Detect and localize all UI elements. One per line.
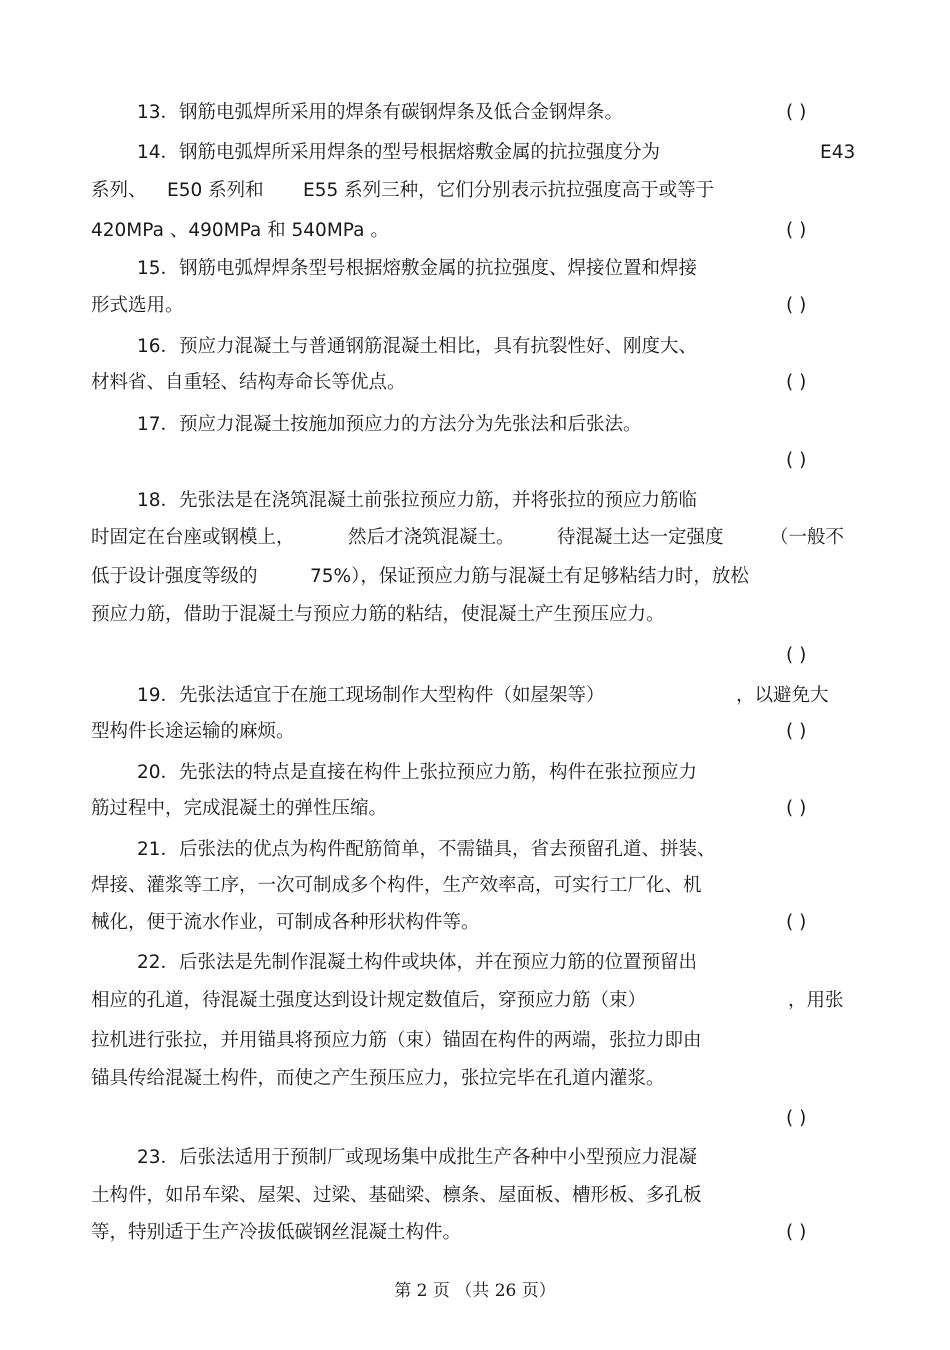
question-23-row-2 (0, 1181, 950, 1211)
question-20-row-2 (0, 794, 950, 824)
question-18-line-3a: 低于设计强度等级的 (91, 566, 258, 587)
question-19-line-2: 型构件长途运输的麻烦。 (91, 721, 295, 742)
question-21-line-3: 械化，便于流水作业，可制成各种形状构件等。 (91, 912, 480, 933)
question-21-row-2 (0, 871, 950, 901)
question-18-line-2d: （一般不 (770, 527, 845, 548)
question-19-line-1b: ，以避免大 (736, 685, 829, 706)
question-23-line-2: 土构件，如吊车梁、屋架、过梁、基础梁、檩条、屋面板、槽形板、多孔板 (91, 1185, 702, 1206)
question-19-row-2 (0, 717, 950, 747)
question-21-line-1: 21．后张法的优点为构件配筋简单，不需锚具，省去预留孔道、拼装、 (137, 839, 716, 860)
question-15-line-2: 形式选用。 (91, 295, 184, 316)
question-18 (0, 486, 950, 516)
question-19-line-1a: 19．先张法适宜于在施工现场制作大型构件（如屋架等） (137, 685, 605, 706)
question-18-row-3 (0, 562, 950, 592)
answer-blank-20[interactable]: ( ) (786, 798, 807, 819)
question-14-line-1-tail: E43 (820, 142, 856, 163)
answer-blank-16[interactable]: ( ) (786, 372, 807, 393)
question-22-line-2b: ，用张 (788, 990, 844, 1011)
question-16-row-2 (0, 368, 950, 398)
question-17 (0, 410, 950, 440)
question-16-line-1: 16．预应力混凝土与普通钢筋混凝土相比，具有抗裂性好、刚度大、 (137, 336, 698, 357)
question-23 (0, 1143, 950, 1173)
answer-blank-21[interactable]: ( ) (786, 912, 807, 933)
question-20-line-1: 20．先张法的特点是直接在构件上张拉预应力筋，构件在张拉预应力 (137, 762, 698, 783)
answer-blank-22[interactable]: ( ) (786, 1108, 807, 1129)
question-22 (0, 948, 950, 978)
question-22-line-4: 锚具传给混凝土构件，而使之产生预压应力，张拉完毕在孔道内灌浆。 (91, 1068, 665, 1089)
question-14-line-1: 14．钢筋电弧焊所采用焊条的型号根据熔敷金属的抗拉强度分为 (137, 142, 661, 163)
question-18-line-1: 18．先张法是在浇筑混凝土前张拉预应力筋，并将张拉的预应力筋临 (137, 490, 698, 511)
question-21-line-2: 焊接、灌浆等工序，一次可制成多个构件，生产效率高，可实行工厂化、机 (91, 875, 702, 896)
question-18-line-2b: 然后才浇筑混凝土。 (348, 527, 515, 548)
question-14-row-3 (0, 216, 950, 246)
question-14-line-2b: E50 系列和 (167, 180, 264, 201)
question-23-line-3: 等，特别适于生产冷拔低碳钢丝混凝土构件。 (91, 1222, 462, 1243)
question-23-row-3 (0, 1218, 950, 1248)
question-18-line-4: 预应力筋，借助于混凝土与预应力筋的粘结，使混凝土产生预压应力。 (91, 604, 665, 625)
question-16 (0, 332, 950, 362)
question-22-line-3: 拉机进行张拉，并用锚具将预应力筋（束）锚固在构件的两端，张拉力即由 (91, 1030, 702, 1051)
question-17-line-1: 17．预应力混凝土按施加预应力的方法分为先张法和后张法。 (137, 414, 642, 435)
answer-blank-13[interactable]: ( ) (786, 102, 807, 123)
answer-blank-14[interactable]: ( ) (786, 220, 807, 241)
question-22-row-4 (0, 1064, 950, 1094)
page-footer: 第 2 页 （共 26 页） (394, 1281, 556, 1301)
answer-blank-17[interactable]: ( ) (786, 450, 807, 471)
question-22-line-2a: 相应的孔道，待混凝土强度达到设计规定数值后，穿预应力筋（束） (91, 990, 647, 1011)
question-22-row-3 (0, 1026, 950, 1056)
question-22-row-2 (0, 986, 950, 1016)
question-14 (0, 138, 950, 168)
question-18-row-4 (0, 600, 950, 630)
answer-blank-23[interactable]: ( ) (786, 1222, 807, 1243)
question-18-row-2 (0, 523, 950, 553)
question-15-row-2 (0, 291, 950, 321)
question-15 (0, 254, 950, 284)
question-16-line-2: 材料省、自重轻、结构寿命长等优点。 (91, 372, 406, 393)
question-14-line-2a: 系列、 (91, 180, 147, 201)
question-18-row-5 (0, 641, 950, 671)
answer-blank-18[interactable]: ( ) (786, 645, 807, 666)
question-18-line-2a: 时固定在台座或钢模上， (91, 527, 295, 548)
question-14-line-2c: E55 系列三种，它们分别表示抗拉强度高于或等于 (303, 180, 715, 201)
question-15-line-1: 15．钢筋电弧焊焊条型号根据熔敷金属的抗拉强度、焊接位置和焊接 (137, 258, 698, 279)
question-20-line-2: 筋过程中，完成混凝土的弹性压缩。 (91, 798, 388, 819)
question-21-row-3 (0, 908, 950, 938)
question-21 (0, 835, 950, 865)
question-22-row-5 (0, 1104, 950, 1134)
question-20 (0, 758, 950, 788)
question-17-row-2 (0, 446, 950, 476)
question-14-row-2 (0, 176, 950, 206)
answer-blank-15[interactable]: ( ) (786, 295, 807, 316)
question-14-line-3: 420MPa 、490MPa 和 540MPa 。 (91, 220, 389, 241)
question-13 (0, 98, 950, 128)
question-19 (0, 681, 950, 711)
question-23-line-1: 23．后张法适用于预制厂或现场集中成批生产各种中小型预应力混凝 (137, 1147, 698, 1168)
question-13-line-1: 13．钢筋电弧焊所采用的焊条有碳钢焊条及低合金钢焊条。 (137, 102, 624, 123)
question-18-line-2c: 待混凝土达一定强度 (557, 527, 724, 548)
answer-blank-19[interactable]: ( ) (786, 721, 807, 742)
question-22-line-1: 22．后张法是先制作混凝土构件或块体，并在预应力筋的位置预留出 (137, 952, 698, 973)
question-18-line-3b: 75%），保证预应力筋与混凝土有足够粘结力时，放松 (310, 566, 749, 587)
